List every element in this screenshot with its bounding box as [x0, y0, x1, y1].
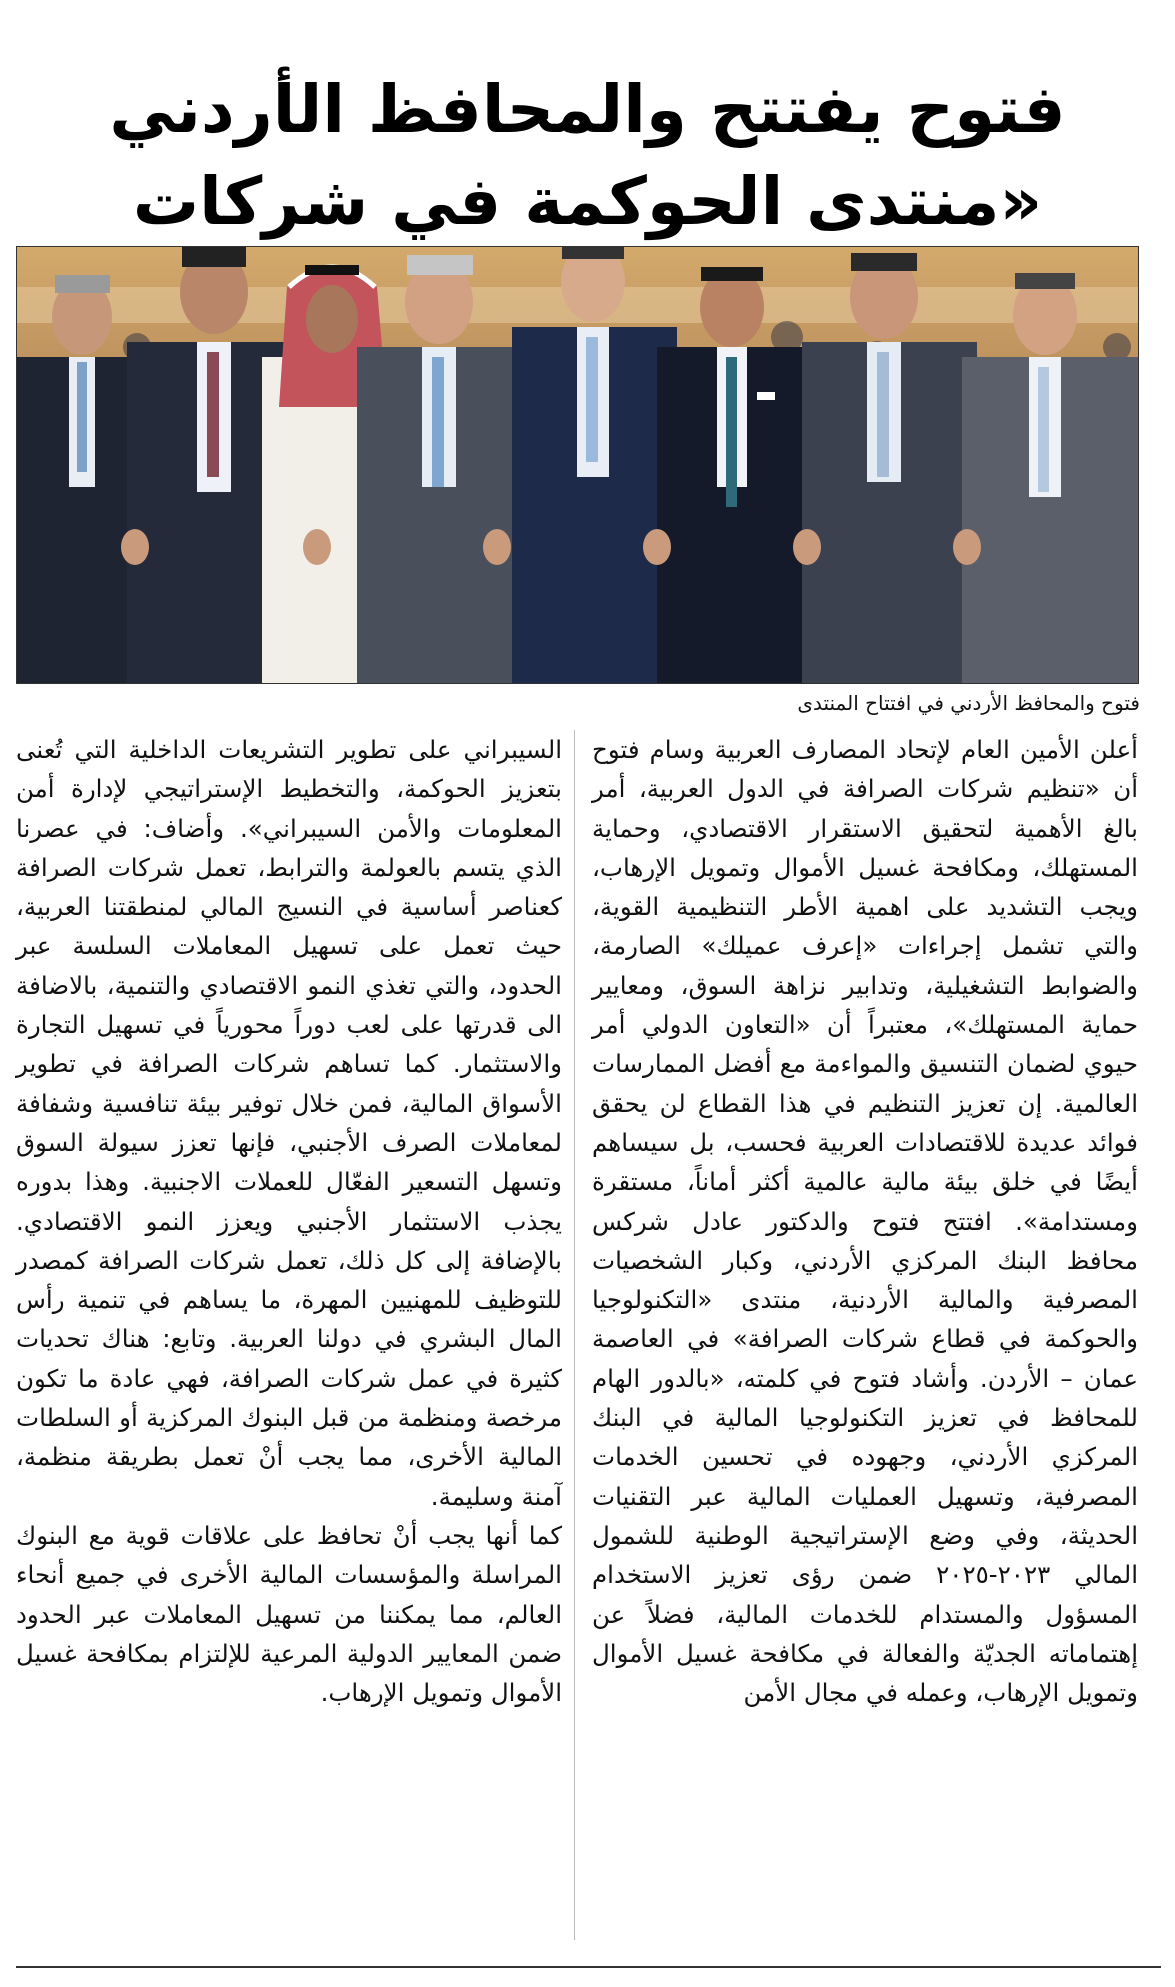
photo-caption: فتوح والمحافظ الأردني في افتتاح المنتدى — [797, 691, 1140, 715]
article-column-right — [592, 730, 1138, 1712]
column-divider — [574, 730, 575, 1940]
headline-line-2: «منتدى الحوكمة في شركات — [132, 163, 1043, 241]
group-photo-illustration — [17, 247, 1138, 683]
article-paragraph: أعلن الأمين العام لإتحاد المصارف العربية وسام فتوح أن «تنظيم شركات الصرافة في الدول العربية، أمر بالغ الأهمية لتحقيق الاستقرار الاقتصادي، وحماية المستهلك، ومكافحة غسيل الأموال وتمويل الإرهاب، ويجب التشديد على اهمية الأطر التنظيمية القوية، والتي تشمل إجراءات «إعرف عميلك» الصارمة، والضوابط التشغيلية، وتدابير نزاهة السوق، ومعايير حماية المستهلك»، معتبراً أن «التعاون الدولي أمر حيوي لضمان التنسيق والمواءمة مع أفضل الممارسات العالمية. إن تعزيز التنظيم في هذا القطاع لن يحقق فوائد عديدة للاقتصادات العربية فحسب، بل سيساهم أيضًا في خلق بيئة مالية عالمية أكثر أماناً، مستقرة ومستدامة». افتتح فتوح والدكتور عادل شركس محافظ البنك المركزي الأردني، وكبار الشخصيات المصرفية والمالية الأردنية، منتدى «التكنولوجيا والحوكمة في قطاع شركات الصرافة» في العاصمة عمان – الأردن. وأشاد فتوح في كلمته، «بالدور الهام للمحافظ في تعزيز التكنولوجيا المالية في البنك المركزي الأردني، وجهوده في تحسين الخدمات المصرفية، وتسهيل العمليات المالية عبر التقنيات الحديثة، وفي وضع الإستراتيجية الوطنية للشمول المالي ٢٠٢٣-٢٠٢٥ ضمن رؤى تعزيز الاستخدام المسؤول والمستدام للخدمات المالية، فضلاً عن إهتماماته الجديّة والفعالة في مكافحة غسيل الأموال وتمويل الإرهاب، وعمله في مجال الأمن — [592, 735, 1139, 1708]
bottom-rule — [16, 1966, 1161, 1968]
article-paragraph: السيبراني على تطوير التشريعات الداخلية التي تُعنى بتعزيز الحوكمة، والتخطيط الإستراتيجي لإدارة أمن المعلومات والأمن السيبراني». وأضاف: في عصرنا الذي يتسم بالعولمة والترابط، تعمل شركات الصرافة كعناصر أساسية في النسيج المالي لمنطقتنا العربية، حيث تعمل على تسهيل المعاملات السلسة عبر الحدود، والتي تغذي النمو الاقتصادي والتنمية، بالاضافة الى قدرتها على لعب دوراً محورياً في تسهيل التجارة والاستثمار. كما تساهم شركات الصرافة في تطوير الأسواق المالية، فمن خلال توفير بيئة تنافسية وشفافة لمعاملات الصرف الأجنبي، فإنها تعزز سيولة السوق وتسهل التسعير الفعّال للعملات الاجنبية. وهذا بدوره يجذب الاستثمار الأجنبي ويعزز النمو الاقتصادي. بالإضافة إلى كل ذلك، تعمل شركات الصرافة كمصدر للتوظيف للمهنيين المهرة، ما يساهم في تنمية رأس المال البشري في دولنا العربية. وتابع: هناك تحديات كثيرة في عمل شركات الصرافة، فهي عادة ما تكون مرخصة ومنظمة من قبل البنوك المركزية أو السلطات المالية الأخرى، مما يجب أنْ تعمل بطريقة منظمة، آمنة وسليمة. — [16, 735, 562, 1511]
news-photo — [16, 246, 1139, 684]
article-column-left — [16, 730, 562, 1712]
article-paragraph: كما أنها يجب أنْ تحافظ على علاقات قوية مع البنوك المراسلة والمؤسسات المالية الأخرى في جميع أنحاء العالم، مما يمكننا من تسهيل المعاملات عبر الحدود ضمن المعايير الدولية المرعية للإلتزام بمكافحة غسيل الأموال وتمويل الإرهاب. — [16, 1520, 562, 1708]
headline-line-1: فتوح يفتتح والمحافظ الأردني — [109, 71, 1066, 149]
